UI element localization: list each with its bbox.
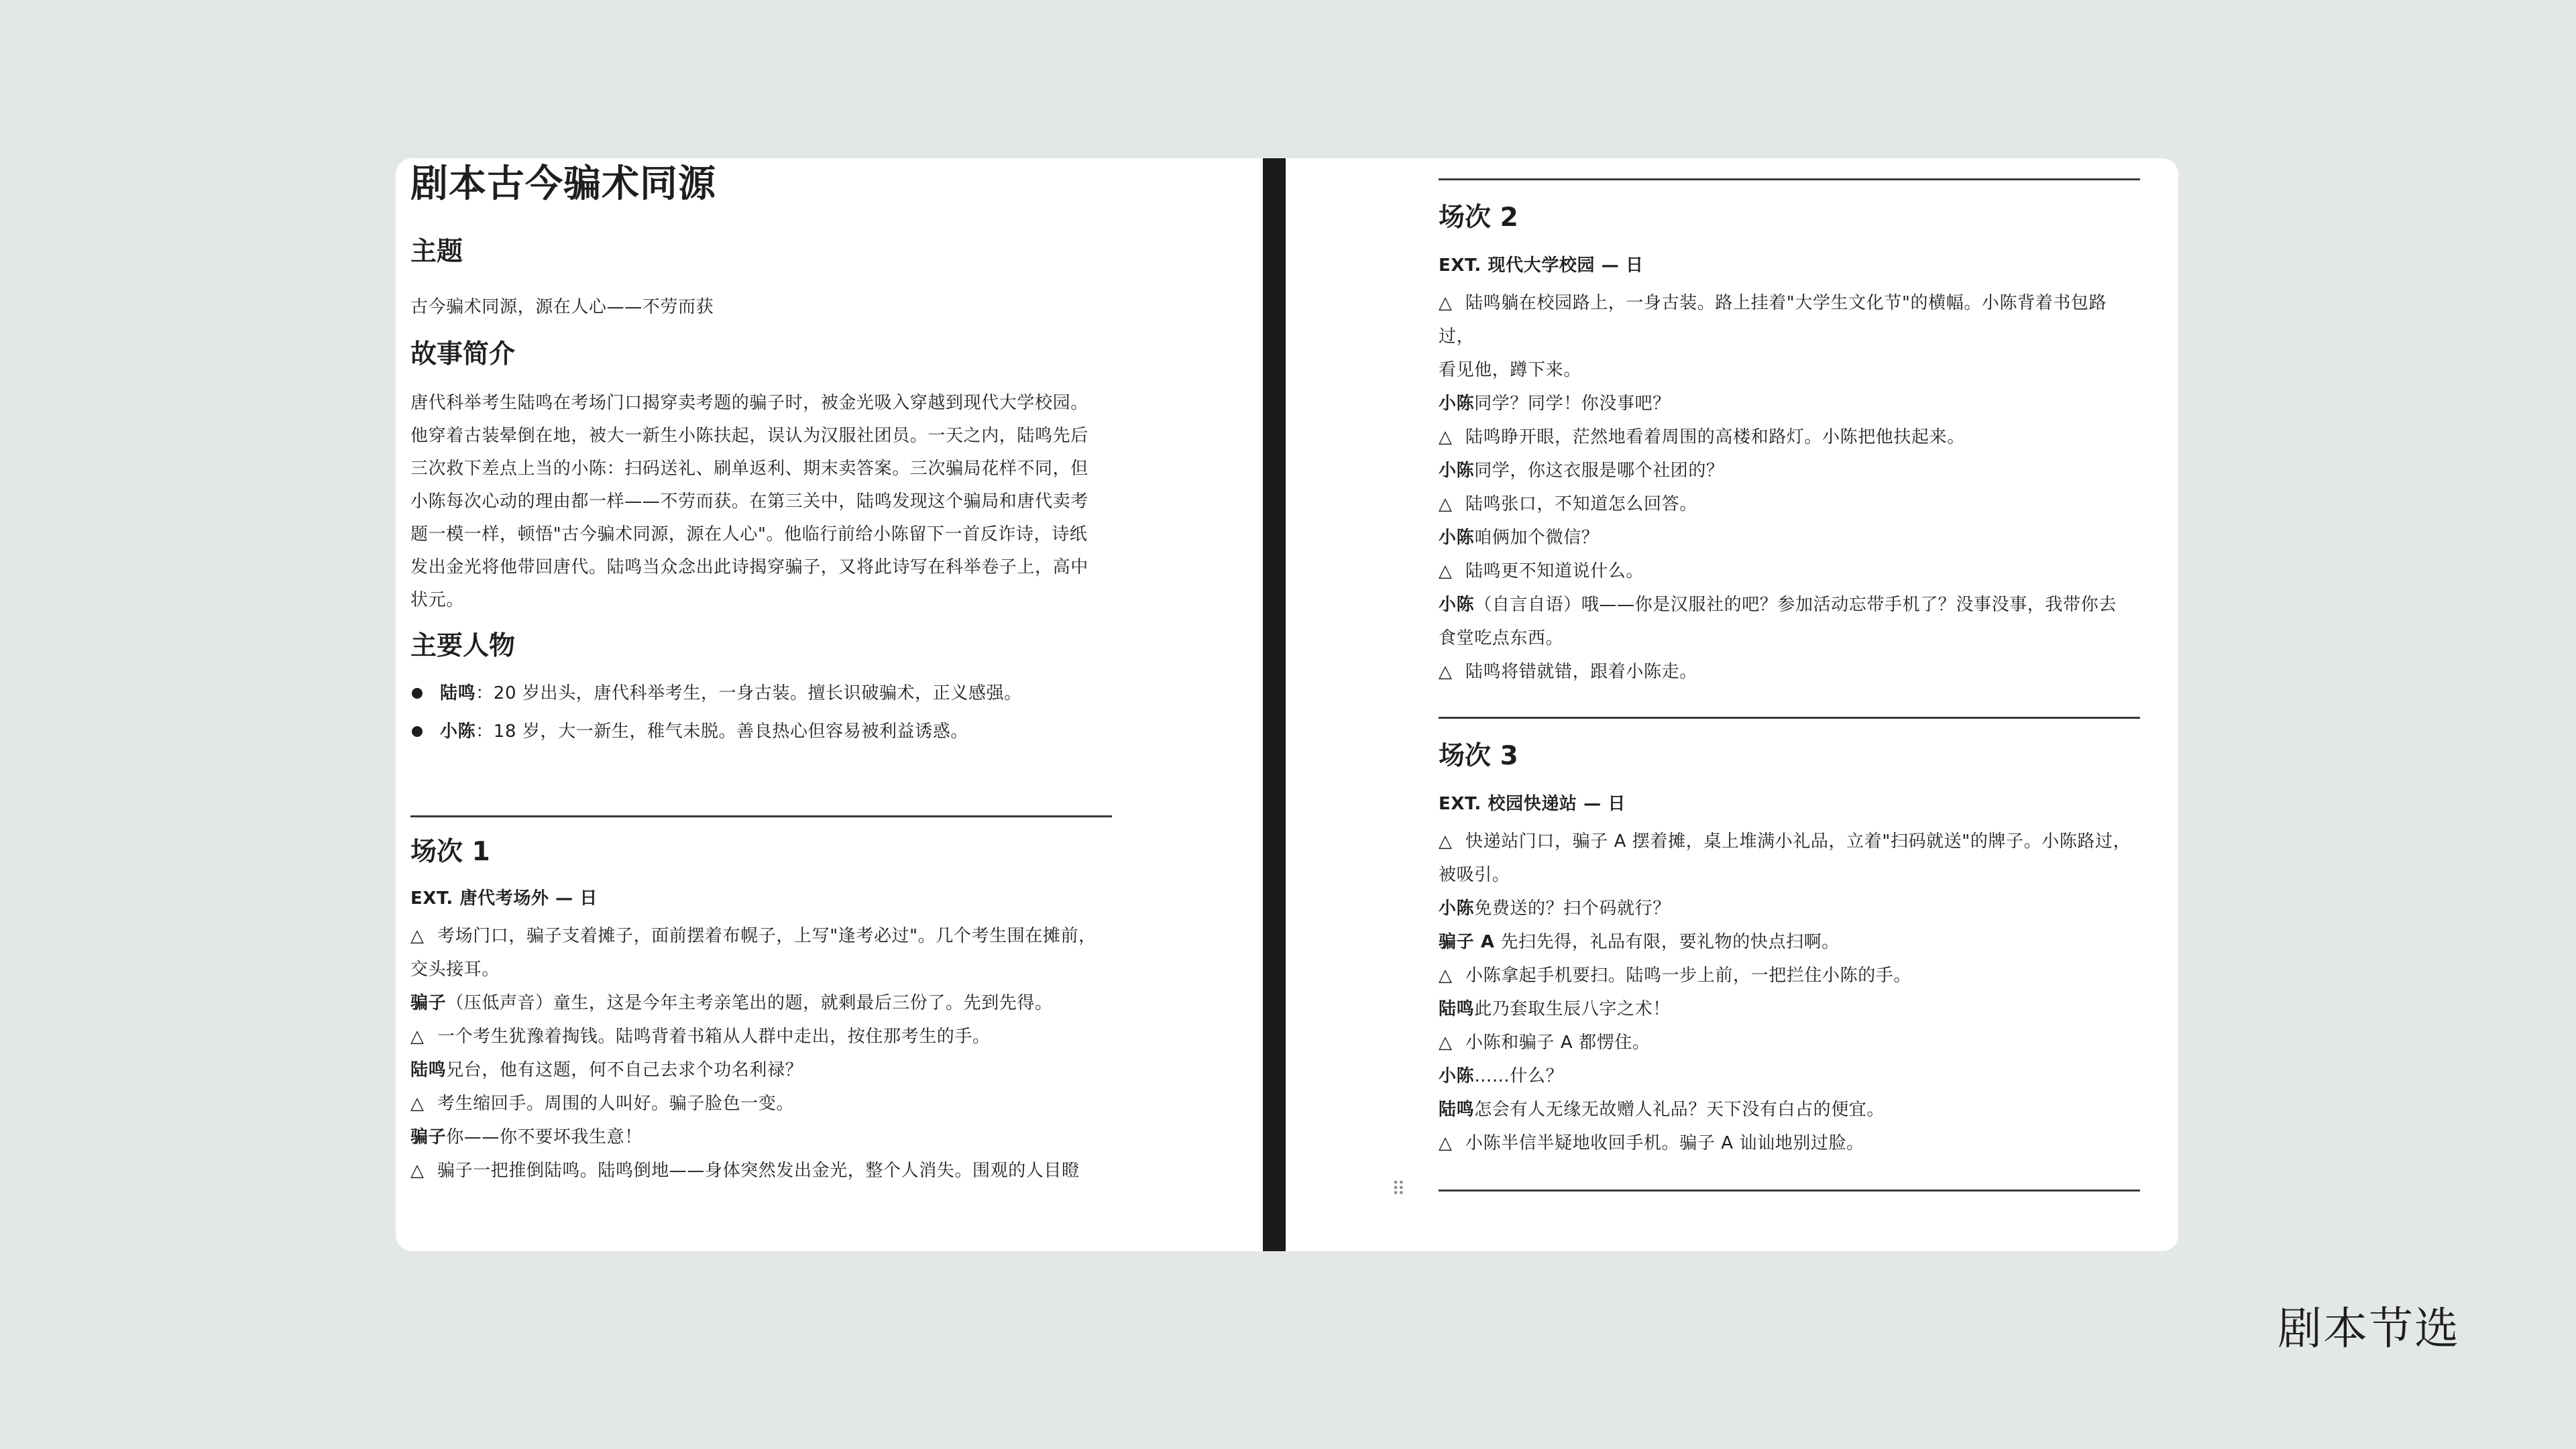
action-line: △ 小陈半信半疑地收回手机。骗子 A 讪讪地别过脸。 xyxy=(1439,1126,2140,1160)
triangle-icon: △ xyxy=(410,1161,425,1181)
dialogue-line: 骗子（压低声音）童生，这是今年主考亲笔出的题，就剩最后三份了。先到先得。 xyxy=(410,993,1053,1013)
action-line: △ 陆鸣躺在校园路上，一身古装。路上挂着"大学生文化节"的横幅。小陈背着书包路过， xyxy=(1439,286,2140,353)
character-name: 小陈 xyxy=(440,721,476,742)
triangle-icon: △ xyxy=(1439,662,1453,682)
dialogue-line: 小陈免费送的？扫个码就行？ xyxy=(1439,899,1671,919)
page-gutter xyxy=(1263,158,1286,1251)
dialogue-line: 小陈同学，你这衣服是哪个社团的？ xyxy=(1439,461,1724,481)
dialogue-line: 陆鸣兄台，他有这题，何不自己去求个功名利禄？ xyxy=(410,1060,803,1080)
scene-heading: 场次 2 xyxy=(1439,202,1518,233)
character-name: 小陈 xyxy=(1439,394,1475,414)
synopsis-line: 小陈每次心动的理由都一样——不劳而获。在第三关中，陆鸣发现这个骗局和唐代卖考 xyxy=(410,491,1088,512)
character-name: 小陈 xyxy=(1439,1066,1475,1086)
character-desc: ：18 岁，大一新生，稚气未脱。善良热心但容易被利益诱惑。 xyxy=(475,721,968,742)
action-line: 被吸引。 xyxy=(1439,865,1510,885)
scene-1 xyxy=(410,833,1112,1187)
scene-heading: 场次 3 xyxy=(1439,741,1518,771)
character-name: 骗子 xyxy=(410,993,447,1013)
character-name: 骗子 A xyxy=(1439,932,1495,952)
theme-text: 古今骗术同源，源在人心——不劳而获 xyxy=(410,297,714,317)
triangle-icon: △ xyxy=(1439,293,1453,313)
action-line: △ 考场门口，骗子支着摊子，面前摆着布幌子，上写"逢考必过"。几个考生围在摊前， xyxy=(410,919,1112,953)
scene-3 xyxy=(1439,738,2140,1160)
triangle-icon: △ xyxy=(1439,966,1453,986)
dialogue-line: 小陈同学？同学！你没事吧？ xyxy=(1439,394,1671,414)
list-item xyxy=(410,675,1112,713)
action-line: △ 考生缩回手。周围的人叫好。骗子脸色一变。 xyxy=(410,1087,1112,1120)
character-name: 陆鸣 xyxy=(440,683,476,703)
dialogue-line: 食堂吃点东西。 xyxy=(1439,628,1564,648)
drag-handle-icon[interactable]: ⠿ xyxy=(1392,1178,1406,1200)
synopsis-line: 他穿着古装晕倒在地，被大一新生小陈扶起，误认为汉服社团员。一天之内，陆鸣先后 xyxy=(410,426,1088,446)
theme-heading: 主题 xyxy=(410,237,463,267)
character-name: 小陈 xyxy=(1439,461,1475,481)
action-line: △ 快递站门口，骗子 A 摆着摊，桌上堆满小礼品，立着"扫码就送"的牌子。小陈路过， xyxy=(1439,825,2140,858)
synopsis-line: 状元。 xyxy=(410,590,464,610)
synopsis-line: 唐代科举考生陆鸣在考场门口揭穿卖考题的骗子时，被金光吸入穿越到现代大学校园。 xyxy=(410,393,1088,413)
dialogue-line: 小陈咱俩加个微信？ xyxy=(1439,528,1600,548)
synopsis-line: 三次救下差点上当的小陈：扫码送礼、刷单返利、期末卖答案。三次骗局花样不同，但 xyxy=(410,459,1088,479)
triangle-icon: △ xyxy=(1439,427,1453,447)
synopsis-text xyxy=(410,387,1112,617)
action-line: △ 小陈和骗子 A 都愣住。 xyxy=(1439,1026,2140,1059)
scene-divider xyxy=(1439,1190,2140,1192)
action-line: △ 陆鸣更不知道说什么。 xyxy=(1439,555,2140,588)
caption: 剧本节选 xyxy=(2278,1303,2460,1354)
triangle-icon: △ xyxy=(410,1027,425,1047)
scene-2 xyxy=(1439,199,2140,689)
action-line: △ 陆鸣张口，不知道怎么回答。 xyxy=(1439,487,2140,521)
triangle-icon: △ xyxy=(1439,1033,1453,1053)
dialogue-line: 陆鸣怎会有人无缘无故赠人礼品？天下没有白占的便宜。 xyxy=(1439,1100,1885,1120)
triangle-icon: △ xyxy=(1439,1133,1453,1153)
page-left xyxy=(410,158,1112,1251)
dialogue-line: 小陈（自言自语）哦——你是汉服社的吧？参加活动忘带手机了？没事没事，我带你去 xyxy=(1439,595,2117,615)
synopsis-line: 题一模一样，顿悟"古今骗术同源，源在人心"。他临行前给小陈留下一首反诈诗，诗纸 xyxy=(410,524,1088,544)
triangle-icon: △ xyxy=(1439,494,1453,514)
character-list xyxy=(410,675,1112,751)
character-desc: ：20 岁出头，唐代科举考生，一身古装。擅长识破骗术，正义感强。 xyxy=(475,683,1022,703)
page-right xyxy=(1439,158,2140,1251)
synopsis-line: 发出金光将他带回唐代。陆鸣当众念出此诗揭穿骗子，又将此诗写在科举卷子上，高中 xyxy=(410,557,1088,577)
action-line: △ 一个考生犹豫着掏钱。陆鸣背着书箱从人群中走出，按住那考生的手。 xyxy=(410,1020,1112,1053)
scene-slugline: EXT. 现代大学校园 — 日 xyxy=(1439,255,1644,276)
action-line: △ 小陈拿起手机要扫。陆鸣一步上前，一把拦住小陈的手。 xyxy=(1439,959,2140,992)
synopsis-heading: 故事简介 xyxy=(410,339,516,369)
scene-heading: 场次 1 xyxy=(410,837,490,867)
character-name: 小陈 xyxy=(1439,528,1475,548)
dialogue-line: 骗子你——你不要坏我生意！ xyxy=(410,1127,642,1147)
character-name: 陆鸣 xyxy=(1439,1100,1475,1120)
dialogue-line: 陆鸣此乃套取生辰八字之术！ xyxy=(1439,999,1671,1019)
dialogue-line: 骗子 A 先扫先得，礼品有限，要礼物的快点扫啊。 xyxy=(1439,932,1840,952)
triangle-icon: △ xyxy=(1439,561,1453,581)
character-name: 陆鸣 xyxy=(410,1060,447,1080)
document-card xyxy=(396,158,2178,1251)
bullet-dot-icon xyxy=(412,726,423,737)
action-line: △ 陆鸣将错就错，跟着小陈走。 xyxy=(1439,655,2140,689)
character-name: 陆鸣 xyxy=(1439,999,1475,1019)
characters-heading: 主要人物 xyxy=(410,631,516,661)
scene-slugline: EXT. 校园快递站 — 日 xyxy=(1439,794,1626,814)
dialogue-line: 小陈……什么？ xyxy=(1439,1066,1564,1086)
character-name: 小陈 xyxy=(1439,595,1475,615)
action-line: △ 陆鸣睁开眼，茫然地看着周围的高楼和路灯。小陈把他扶起来。 xyxy=(1439,420,2140,454)
scene-slugline: EXT. 唐代考场外 — 日 xyxy=(410,888,598,909)
character-name: 骗子 xyxy=(410,1127,447,1147)
document-title: 剧本古今骗术同源 xyxy=(410,162,716,206)
action-line: 看见他，蹲下来。 xyxy=(1439,360,1581,380)
action-line: △ 骗子一把推倒陆鸣。陆鸣倒地——身体突然发出金光，整个人消失。围观的人目瞪 xyxy=(410,1154,1112,1187)
triangle-icon: △ xyxy=(1439,831,1453,852)
action-line: 交头接耳。 xyxy=(410,960,500,980)
triangle-icon: △ xyxy=(410,926,425,946)
bullet-dot-icon xyxy=(412,688,423,699)
character-name: 小陈 xyxy=(1439,899,1475,919)
triangle-icon: △ xyxy=(410,1094,425,1114)
list-item xyxy=(410,713,1112,751)
